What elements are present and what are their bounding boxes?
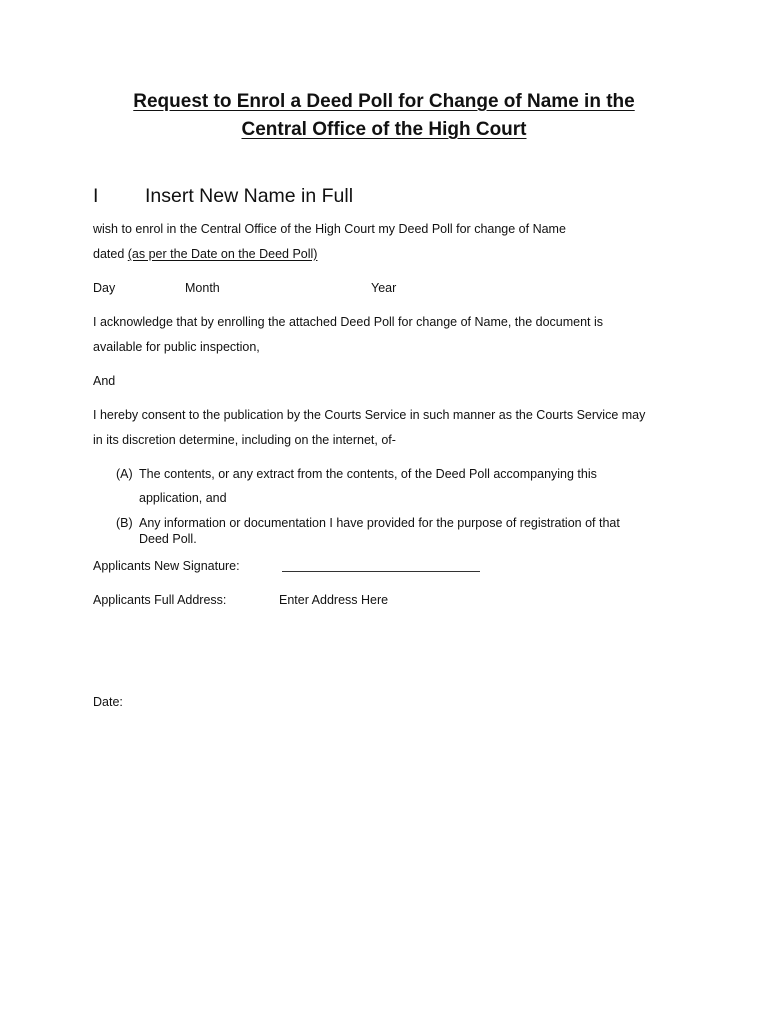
day-field[interactable]: Day (93, 281, 116, 295)
enrol-statement: wish to enrol in the Central Office of the High Court my Deed Poll for change of Name (93, 222, 566, 236)
item-b-marker: (B) (116, 516, 133, 530)
new-name-field[interactable]: Insert New Name in Full (145, 185, 354, 207)
dated-label: dated (93, 247, 125, 261)
item-a-line-2: application, and (139, 491, 227, 505)
dated-line (93, 246, 317, 262)
item-a-line-1: The contents, or any extract from the contents, of the Deed Poll accompanying this (139, 467, 597, 481)
address-label: Applicants Full Address: (93, 593, 227, 607)
consent-line-2: in its discretion determine, including on the internet, of- (93, 433, 396, 447)
acknowledge-line-2: available for public inspection, (93, 340, 260, 354)
dated-note: (as per the Date on the Deed Poll) (127, 247, 318, 261)
consent-line-1: I hereby consent to the publication by the Courts Service in such manner as the Courts Service may (93, 408, 646, 422)
address-field[interactable]: Enter Address Here (279, 593, 389, 607)
signature-label: Applicants New Signature: (93, 559, 240, 573)
item-a-marker: (A) (116, 467, 133, 481)
month-field[interactable]: Month (185, 281, 220, 295)
signature-line[interactable] (282, 571, 480, 572)
document-title-line-1: Request to Enrol a Deed Poll for Change of Name in the (133, 91, 635, 112)
date-label: Date: (93, 695, 123, 709)
item-b-line-1: Any information or documentation I have provided for the purpose of registration of that (139, 516, 620, 530)
pronoun-i: I (93, 185, 99, 207)
item-b-line-2: Deed Poll. (139, 532, 197, 546)
acknowledge-line-1: I acknowledge that by enrolling the attached Deed Poll for change of Name, the document is (93, 315, 604, 329)
year-field[interactable]: Year (371, 281, 397, 295)
document-title-line-2: Central Office of the High Court (241, 119, 527, 140)
and-text: And (93, 374, 116, 388)
